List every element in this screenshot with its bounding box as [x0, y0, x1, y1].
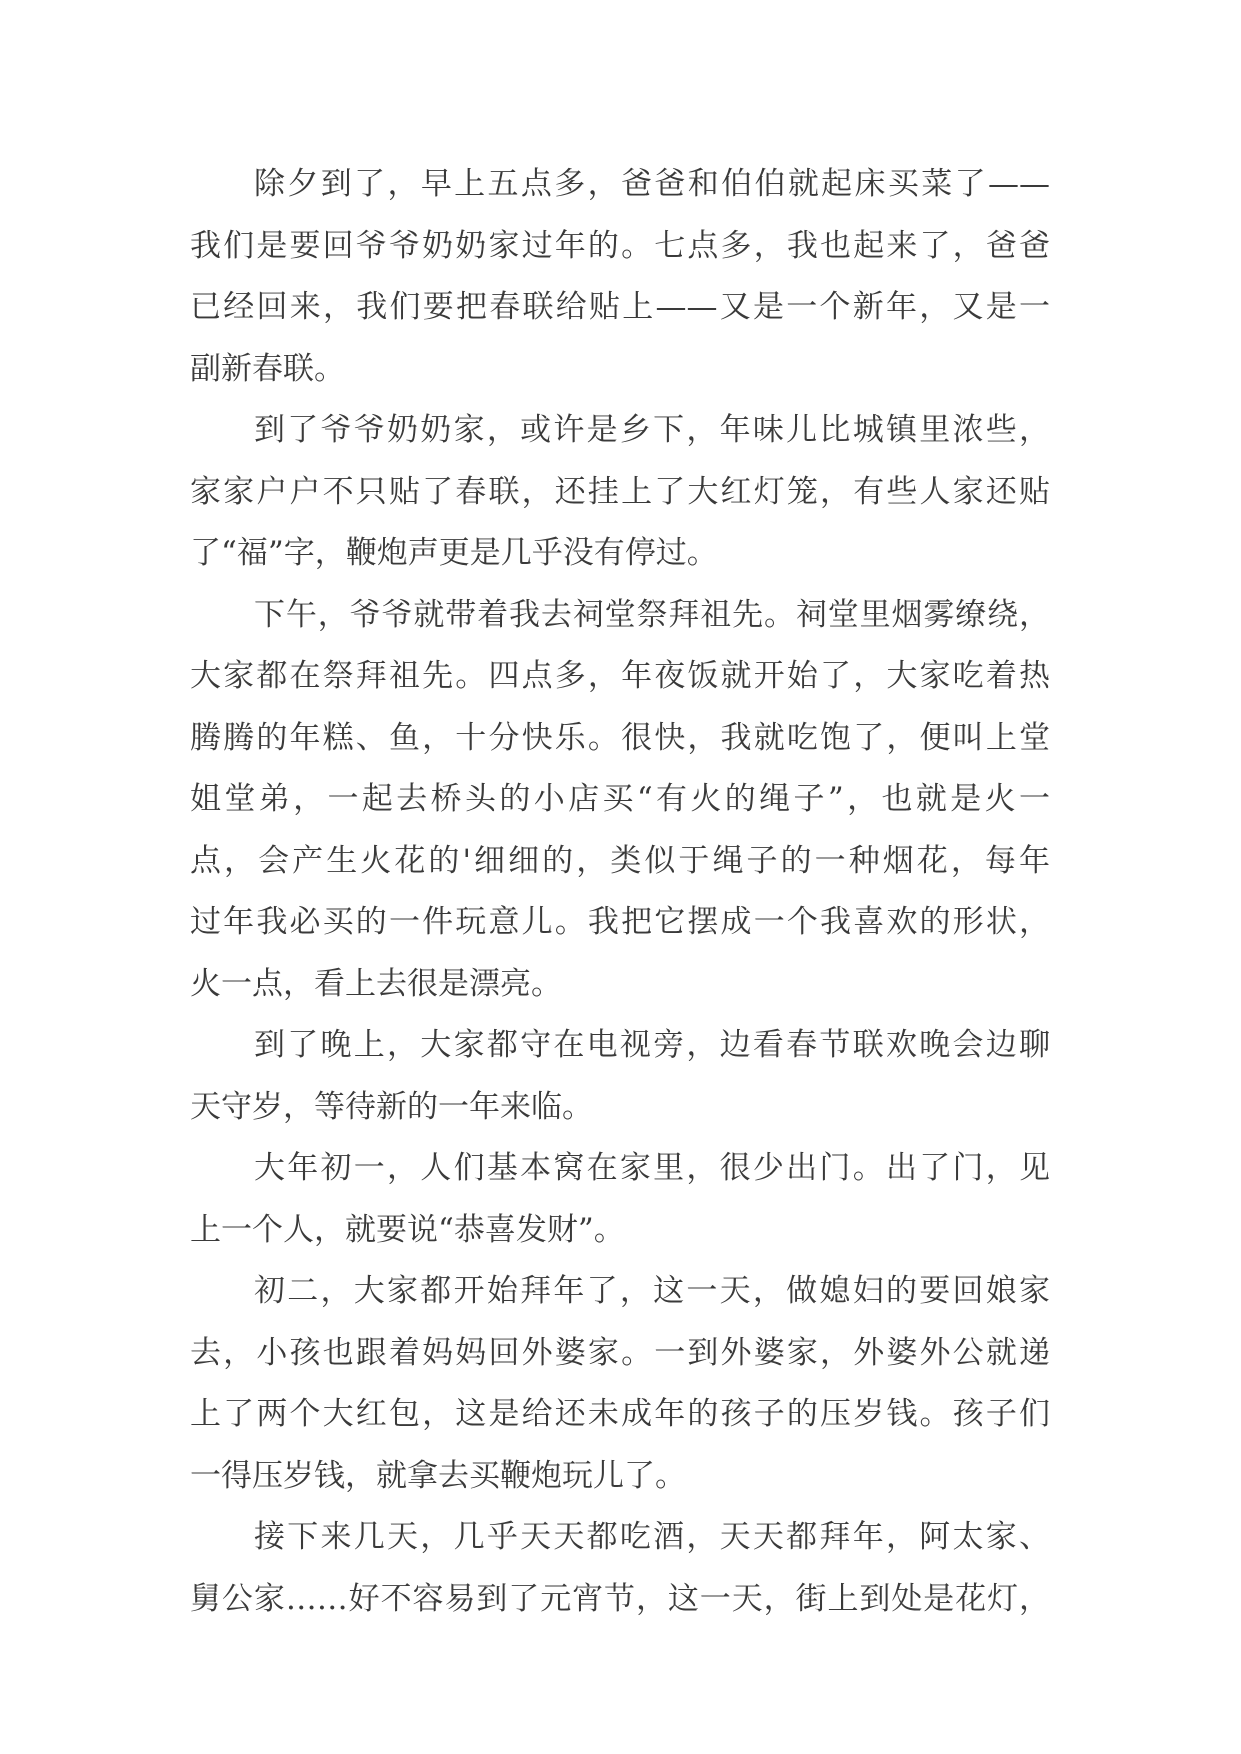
paragraph-7-line-1: 接下来几天，几乎天天都吃酒，天天都拜年，阿太家、 [254, 1519, 1050, 1555]
paragraph-3-line-4: 姐堂弟，一起去桥头的小店买“有火的绳子”，也就是火一 [190, 781, 1050, 817]
paragraph-3-line-1: 下午，爷爷就带着我去祠堂祭拜祖先。祠堂里烟雾缭绕， [254, 596, 1050, 633]
paragraph-2-line-2: 家家户户不只贴了春联，还挂上了大红灯笼，有些人家还贴 [190, 473, 1050, 510]
paragraph-3-line-5: 点，会产生火花的'细细的，类似于绳子的一种烟花，每年 [190, 842, 1050, 879]
paragraph-4-line-1: 到了晚上，大家都守在电视旁，边看春节联欢晚会边聊 [254, 1027, 1050, 1063]
paragraph-6-line-1: 初二，大家都开始拜年了，这一天，做媳妇的要回娘家 [254, 1273, 1050, 1309]
paragraph-7-line-2: 舅公家……好不容易到了元宵节，这一天，街上到处是花灯， [190, 1580, 1050, 1617]
paragraph-1-line-3: 已经回来，我们要把春联给贴上——又是一个新年，又是一 [190, 289, 1050, 325]
paragraph-2-line-1: 到了爷爷奶奶家，或许是乡下，年味儿比城镇里浓些， [254, 412, 1050, 448]
paragraph-6-line-2: 去，小孩也跟着妈妈回外婆家。一到外婆家，外婆外公就递 [190, 1334, 1050, 1371]
paragraph-4-line-2: 天守岁，等待新的一年来临。 [190, 1088, 593, 1125]
paragraph-3-line-2: 大家都在祭拜祖先。四点多，年夜饭就开始了，大家吃着热 [190, 658, 1050, 694]
paragraph-6-line-3: 上了两个大红包，这是给还未成年的孩子的压岁钱。孩子们 [190, 1396, 1050, 1432]
paragraph-3-line-3: 腾腾的年糕、鱼，十分快乐。很快，我就吃饱了，便叫上堂 [190, 719, 1050, 756]
paragraph-1-line-2: 我们是要回爷爷奶奶家过年的。七点多，我也起来了，爸爸 [190, 227, 1050, 264]
paragraph-5-line-2: 上一个人，就要说“恭喜发财”。 [190, 1211, 625, 1248]
paragraph-1-line-4: 副新春联。 [190, 350, 345, 387]
paragraph-3-line-6: 过年我必买的一件玩意儿。我把它摆成一个我喜欢的形状， [190, 904, 1050, 940]
body-text [190, 154, 1050, 1630]
paragraph-5-line-1: 大年初一，人们基本窝在家里，很少出门。出了门，见 [254, 1150, 1050, 1186]
paragraph-6-line-4: 一得压岁钱，就拿去买鞭炮玩儿了。 [190, 1457, 686, 1494]
paragraph-2-line-3: 了“福”字，鞭炮声更是几乎没有停过。 [190, 535, 718, 571]
paragraph-3-line-7: 火一点，看上去很是漂亮。 [190, 965, 562, 1002]
paragraph-1-line-1: 除夕到了，早上五点多，爸爸和伯伯就起床买菜了—— [254, 166, 1050, 202]
